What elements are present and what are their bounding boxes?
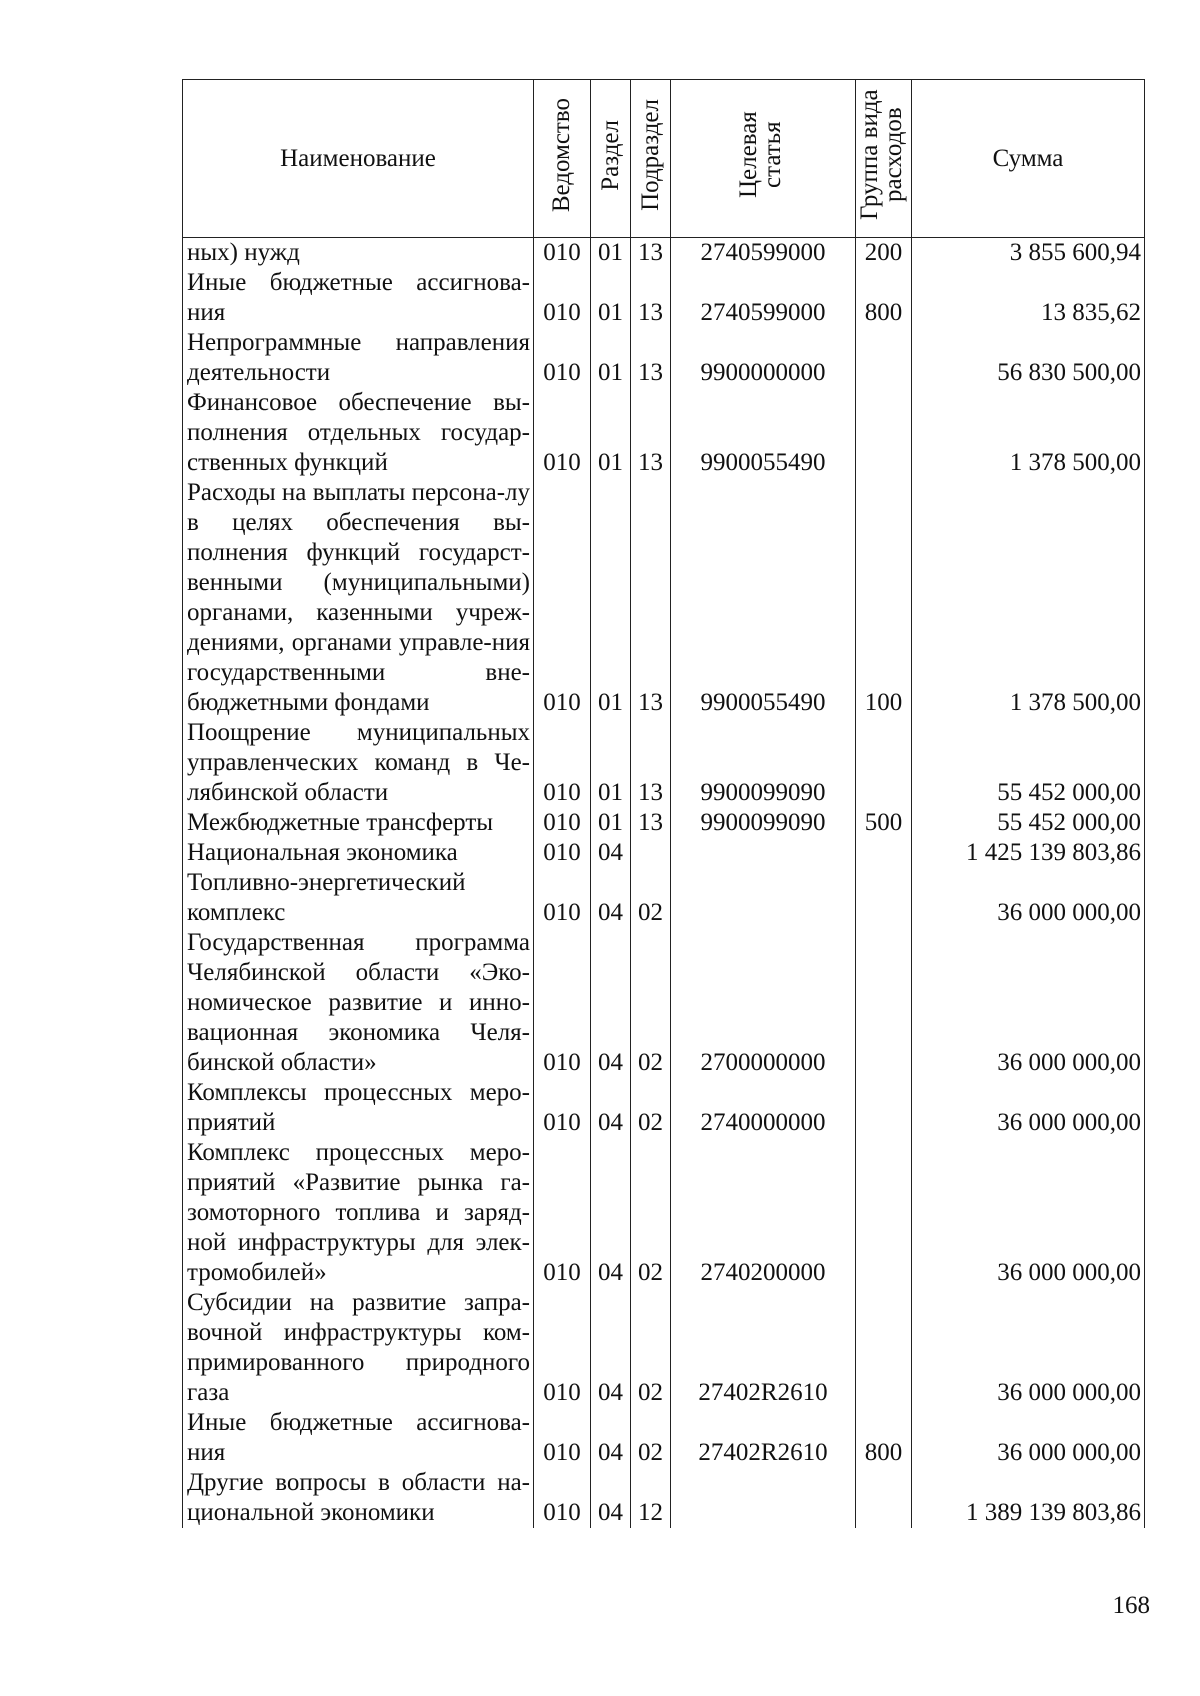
row-amount: 1 425 139 803,86 [912,838,1145,868]
row-amount: 1 378 500,00 [912,388,1145,478]
row-expense-group [856,838,912,868]
row-name: Иные бюджетные ассигнова-ния [183,268,534,328]
row-expense-group [856,388,912,478]
row-name: Иные бюджетные ассигнова-ния [183,1408,534,1468]
budget-table-container [182,79,1145,1528]
table-row [183,268,1145,328]
row-target: 2740599000 [671,268,856,328]
row-target: 27402R2610 [671,1288,856,1408]
row-subsection: 02 [631,868,671,928]
row-amount: 56 830 500,00 [912,328,1145,388]
row-expense-group [856,328,912,388]
table-row [183,1468,1145,1528]
row-expense-group [856,868,912,928]
row-name: Поощрение муниципальных управленческих команд в Че-лябинской области [183,718,534,808]
table-row [183,478,1145,718]
row-expense-group [856,1078,912,1138]
table-row [183,328,1145,388]
row-target: 2740200000 [671,1138,856,1288]
row-target: 9900000000 [671,328,856,388]
row-dept: 010 [534,268,591,328]
row-name: Другие вопросы в области на-циональной экономики [183,1468,534,1528]
header-section: Раздел [591,80,631,238]
table-row [183,868,1145,928]
header-expense-group: Группа вида расходов [856,80,912,238]
row-subsection: 13 [631,718,671,808]
row-amount: 1 378 500,00 [912,478,1145,718]
row-subsection: 13 [631,328,671,388]
row-dept: 010 [534,238,591,269]
row-dept: 010 [534,1408,591,1468]
row-dept: 010 [534,1138,591,1288]
row-section: 01 [591,388,631,478]
row-expense-group [856,1138,912,1288]
row-name: Топливно-энергетический комплекс [183,868,534,928]
row-subsection: 02 [631,928,671,1078]
row-section: 04 [591,868,631,928]
row-target [671,838,856,868]
row-dept: 010 [534,478,591,718]
page-number: 168 [1112,1592,1150,1619]
row-subsection: 02 [631,1288,671,1408]
row-name: Национальная экономика [183,838,534,868]
header-subsection: Подраздел [631,80,671,238]
row-name: Комплексы процессных меро-приятий [183,1078,534,1138]
row-section: 04 [591,1468,631,1528]
row-name: Государственная программа Челябинской области «Эко-номическое развитие и инно-вационная экономика Челя-бинской области» [183,928,534,1078]
row-section: 01 [591,268,631,328]
row-amount: 55 452 000,00 [912,808,1145,838]
row-target: 2740000000 [671,1078,856,1138]
table-row [183,1078,1145,1138]
row-subsection: 13 [631,268,671,328]
row-name: Комплекс процессных меро-приятий «Развитие рынка га-зомоторного топлива и заряд-ной инфраструктуры для элек-тромобилей» [183,1138,534,1288]
row-amount: 3 855 600,94 [912,238,1145,269]
row-name: Финансовое обеспечение вы-полнения отдельных государ-ственных функций [183,388,534,478]
table-row [183,238,1145,269]
row-section: 01 [591,328,631,388]
row-target: 2700000000 [671,928,856,1078]
row-dept: 010 [534,1288,591,1408]
table-row [183,808,1145,838]
row-subsection: 13 [631,388,671,478]
header-name: Наименование [183,80,534,238]
row-target: 9900099090 [671,808,856,838]
row-amount: 1 389 139 803,86 [912,1468,1145,1528]
table-row [183,1408,1145,1468]
row-name: ных) нужд [183,238,534,269]
row-subsection: 13 [631,808,671,838]
row-section: 04 [591,1138,631,1288]
row-dept: 010 [534,388,591,478]
row-target: 9900055490 [671,388,856,478]
row-expense-group: 800 [856,1408,912,1468]
row-target [671,1468,856,1528]
table-header-row [183,80,1145,238]
table-row [183,388,1145,478]
row-subsection: 02 [631,1408,671,1468]
row-dept: 010 [534,1078,591,1138]
row-section: 01 [591,718,631,808]
row-amount: 13 835,62 [912,268,1145,328]
table-body [183,238,1145,1529]
table-row [183,928,1145,1078]
header-amount: Сумма [912,80,1145,238]
row-amount: 36 000 000,00 [912,1138,1145,1288]
row-subsection [631,838,671,868]
row-section: 01 [591,478,631,718]
row-amount: 36 000 000,00 [912,1408,1145,1468]
row-dept: 010 [534,928,591,1078]
row-name: Субсидии на развитие запра-вочной инфраструктуры ком-примированного природного газа [183,1288,534,1408]
budget-table [182,79,1145,1528]
row-amount: 36 000 000,00 [912,1288,1145,1408]
row-section: 04 [591,928,631,1078]
row-dept: 010 [534,808,591,838]
row-target [671,868,856,928]
header-target: Целевая статья [671,80,856,238]
row-expense-group [856,1288,912,1408]
row-subsection: 13 [631,478,671,718]
row-dept: 010 [534,838,591,868]
row-section: 04 [591,1078,631,1138]
row-subsection: 02 [631,1138,671,1288]
row-section: 01 [591,808,631,838]
row-section: 01 [591,238,631,269]
table-row [183,1138,1145,1288]
row-name: Расходы на выплаты персона-лу в целях обеспечения вы-полнения функций государст-венными (муниципальными) органами, казенными учреж-дениями, органами управле-ния государственными вне-бюджетными фондами [183,478,534,718]
row-name: Непрограммные направления деятельности [183,328,534,388]
row-subsection: 12 [631,1468,671,1528]
row-section: 04 [591,1288,631,1408]
row-expense-group [856,928,912,1078]
row-subsection: 13 [631,238,671,269]
row-section: 04 [591,838,631,868]
row-expense-group [856,718,912,808]
table-row [183,838,1145,868]
row-target: 9900055490 [671,478,856,718]
row-target: 2740599000 [671,238,856,269]
table-row [183,1288,1145,1408]
row-target: 27402R2610 [671,1408,856,1468]
row-expense-group: 500 [856,808,912,838]
row-expense-group: 800 [856,268,912,328]
row-expense-group: 100 [856,478,912,718]
row-expense-group [856,1468,912,1528]
row-dept: 010 [534,328,591,388]
header-dept: Ведомство [534,80,591,238]
row-dept: 010 [534,718,591,808]
row-name: Межбюджетные трансферты [183,808,534,838]
row-expense-group: 200 [856,238,912,269]
row-amount: 36 000 000,00 [912,1078,1145,1138]
row-subsection: 02 [631,1078,671,1138]
table-row [183,718,1145,808]
row-target: 9900099090 [671,718,856,808]
row-amount: 55 452 000,00 [912,718,1145,808]
row-amount: 36 000 000,00 [912,868,1145,928]
row-section: 04 [591,1408,631,1468]
row-dept: 010 [534,868,591,928]
row-amount: 36 000 000,00 [912,928,1145,1078]
row-dept: 010 [534,1468,591,1528]
